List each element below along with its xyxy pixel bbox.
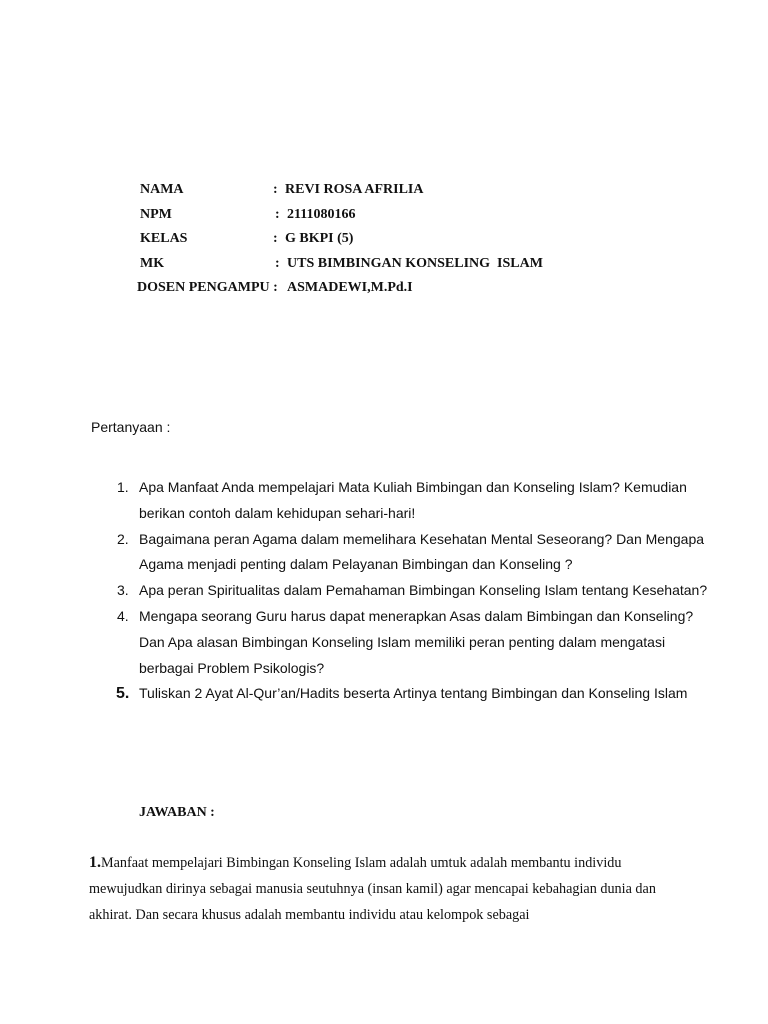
question-text: Tuliskan 2 Ayat Al-Qur’an/Hadits beserta Artinya tentang Bimbingan dan Konseling Islam <box>139 685 688 702</box>
identity-value: G BKPI (5) <box>285 231 354 247</box>
question-item <box>115 578 715 604</box>
identity-label: DOSEN PENGAMPU : <box>137 280 278 296</box>
identity-label: KELAS <box>140 231 188 247</box>
identity-label: MK <box>140 255 165 271</box>
question-item <box>115 681 715 707</box>
identity-row-dosen <box>137 280 637 305</box>
identity-row-npm <box>137 207 637 232</box>
question-number: 1. <box>117 479 129 495</box>
identity-value: ASMADEWI,M.Pd.I <box>287 280 413 296</box>
identity-separator: : <box>275 255 280 271</box>
student-identity-block <box>137 182 637 305</box>
identity-label: NAMA <box>140 182 184 197</box>
question-number: 5. <box>116 685 130 703</box>
identity-value: REVI ROSA AFRILIA <box>285 182 424 197</box>
identity-row-mk <box>137 256 637 281</box>
identity-value: UTS BIMBINGAN KONSELING ISLAM <box>287 255 543 271</box>
question-number: 4. <box>117 607 129 624</box>
question-text: Apa peran Spiritualitas dalam Pemahaman Bimbingan Konseling Islam tentang Kesehatan? <box>139 582 708 599</box>
question-number: 2. <box>117 530 129 547</box>
answer-number: 1. <box>89 854 101 871</box>
question-item <box>115 527 715 579</box>
identity-row-nama <box>137 182 637 207</box>
questions-heading: Pertanyaan : <box>91 419 171 435</box>
question-item <box>115 475 715 527</box>
answers-heading: JAWABAN : <box>139 805 215 820</box>
identity-separator: : <box>273 231 278 247</box>
question-text: Bagaimana peran Agama dalam memelihara Kesehatan Mental Seseorang? Dan Mengapa Agama menjadi penting dalam Pelayanan Bimbingan dan Konseling ? <box>139 530 705 573</box>
identity-value: 2111080166 <box>287 206 356 222</box>
question-item <box>115 604 715 681</box>
identity-label: NPM <box>140 206 172 222</box>
question-text: Apa Manfaat Anda mempelajari Mata Kuliah Bimbingan dan Konseling Islam? Kemudian berikan contoh dalam kehidupan sehari-hari! <box>139 479 687 521</box>
answer-paragraph <box>89 850 679 928</box>
identity-separator: : <box>275 206 280 222</box>
answer-text: Manfaat mempelajari Bimbingan Konseling Islam adalah umtuk adalah membantu individu mewujudkan dirinya sebagai manusia seutuhnya (insan kamil) agar mencapai kebahagian dunia dan akhirat. Dan secara khusus adalah membantu individu atau kelompok sebagai <box>89 855 656 923</box>
identity-row-kelas <box>137 231 637 256</box>
question-number: 3. <box>117 582 129 599</box>
identity-separator: : <box>273 182 278 197</box>
question-list <box>115 475 715 707</box>
question-text: Mengapa seorang Guru harus dapat menerapkan Asas dalam Bimbingan dan Konseling? Dan Apa alasan Bimbingan Konseling Islam memiliki peran penting dalam mengatasi berbagai Problem Psikologis? <box>139 607 694 676</box>
